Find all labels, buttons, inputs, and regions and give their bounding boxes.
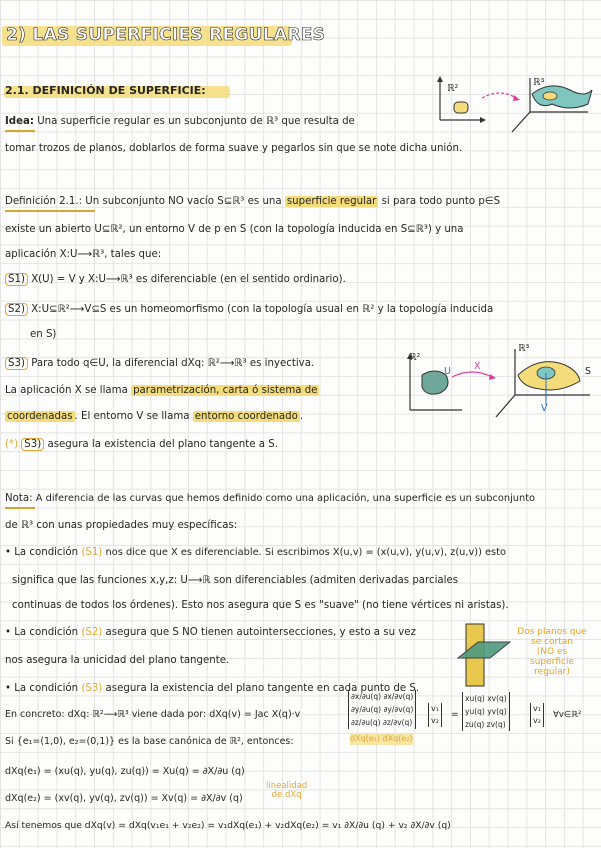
r3-axis-x [496, 395, 515, 417]
bullet-s1-line-3: continuas de todos los órdenes). Esto nos asegura que S es "suave" (no tiene vértices ni aristas). [12, 600, 509, 611]
linearity-note-1: linealidad [266, 781, 308, 791]
r2-arrow-y [437, 76, 443, 82]
section-heading: 2.1. DEFINICIÓN DE SUPERFICIE: [5, 84, 206, 97]
x-arrow [452, 372, 492, 377]
vector-v2: v₂ [431, 716, 439, 725]
jacobian-row-2: ∂y/∂u(q) ∂y/∂v(q) [351, 705, 414, 714]
math-line-4: dXq(e₂) = (xv(q), yv(q), zv(q)) = Xv(q) = ∂X/∂v (q) [5, 793, 243, 804]
math-line-3: dXq(e₁) = (xu(q), yu(q), zu(q)) = Xu(q) = ∂X/∂u (q) [5, 766, 245, 777]
s1-tag: S1) [5, 273, 28, 286]
jacobian-row-3: ∂z/∂u(q) ∂z/∂v(q) [351, 718, 413, 727]
linearity-note [266, 782, 307, 800]
forall-v: ∀v∈ℝ² [553, 710, 582, 720]
fig2-v-label: V [541, 403, 548, 414]
definition-line-3: aplicación X:U⟶ℝ³, tales que: [5, 249, 162, 260]
bullet-s3-tag: (S3) [81, 683, 103, 694]
side-note-line-4: superficie [530, 657, 574, 667]
bullet-s1-lead: • La condición [5, 547, 79, 558]
math-line-1: En concreto: dXq: ℝ²⟶ℝ³ viene dada por: dXq(v) = Jac X(q)·v [5, 709, 301, 720]
image-patch [543, 92, 557, 100]
definition-label: Definición 2.1. [5, 196, 79, 207]
definition-text-b: si para todo punto p∈S [381, 196, 501, 207]
s2-tag: S2) [5, 303, 28, 316]
s1-text: X(U) = V y X:U⟶ℝ³ es diferenciable (en el sentido ordinario). [31, 274, 346, 285]
partials-row-3: zu(q) zv(q) [465, 720, 506, 729]
column-labels: dXq(e₁) dXq(e₂) [350, 734, 413, 743]
s3-tag: S3) [5, 357, 28, 370]
condition-s1 [5, 274, 346, 286]
star-mark: (*) [5, 439, 19, 450]
nota-line-1 [5, 493, 535, 505]
vector-v [428, 703, 442, 727]
partials-row-2: yu(q) yv(q) [465, 707, 507, 716]
idea-label: Idea: [5, 116, 34, 127]
bullet-s2-lead: • La condición [5, 627, 79, 638]
param-highlight-2: coordenadas [7, 411, 73, 422]
nota-text: A diferencia de las curvas que hemos definido como una aplicación, una superficie es un subconjunto [35, 493, 536, 504]
side-note-line-3: (NO es [536, 647, 568, 657]
definition-line-1 [5, 196, 500, 208]
bullet-s1-text: nos dice que X es diferenciable. Si escribimos X(u,v) = (x(u,v), y(u,v), z(u,v)) esto [105, 547, 506, 558]
idea-underline [5, 130, 35, 132]
partials-matrix [462, 692, 510, 731]
fig1-r2-label: ℝ² [447, 83, 459, 94]
s3-text: Para todo q∈U, la diferencial dXq: ℝ²⟶ℝ³ es inyectiva. [31, 358, 315, 369]
bullet-s2-line-2: nos asegura la unicidad del plano tangente. [5, 655, 230, 666]
definition-line-2: existe un abierto U⊆ℝ², un entorno V de p en S (con la topología inducida en S⊆ℝ³) y una [5, 224, 464, 235]
fig2-x-label: X [474, 361, 481, 372]
nota-line-2: de ℝ³ con unas propiedades muy específicas: [5, 520, 238, 531]
equals-sign: = [451, 710, 459, 720]
page-title: 2) LAS SUPERFICIES REGULARES [6, 25, 326, 45]
mapping-arrow-head [513, 95, 520, 101]
idea-line-1 [5, 116, 355, 128]
star-note [5, 439, 278, 451]
fig2-u-label: U [444, 366, 451, 377]
bullet-s3-text: asegura la existencia del plano tangente en cada punto de S. [105, 683, 420, 694]
param-highlight-1: parametrización, carta ó sistema de [133, 385, 318, 396]
fig2-s-label: S [585, 366, 592, 377]
fig1-r3-label: ℝ³ [533, 77, 545, 88]
mapping-arrow [482, 93, 516, 98]
bullet-s1-tag: (S1) [81, 547, 103, 558]
definition-text-a: : Un subconjunto NO vacío S⊆ℝ³ es una [78, 196, 282, 207]
definition-highlight: superficie regular [286, 196, 377, 207]
figure-parametrization [400, 345, 595, 425]
side-note-line-1: Dos planos que [517, 627, 587, 637]
param-text-d: . El entorno V se llama [74, 411, 190, 422]
jacobian-row-1: ∂x/∂u(q) ∂x/∂v(q) [351, 692, 414, 701]
x-arrow-head [489, 374, 496, 380]
star-tag: S3) [21, 438, 44, 451]
nota-label: Nota: [5, 493, 33, 504]
math-line-5: Así tenemos que dXq(v) = dXq(v₁e₁ + v₂e₂) = v₁dXq(e₁) + v₂dXq(e₂) = v₁ ∂X/∂u (q) + v₂ ∂X/∂v (q) [5, 820, 451, 831]
idea-text: Una superficie regular es un subconjunto de ℝ³ que resulta de [37, 116, 355, 127]
bullet-s1-line-2: significa que las funciones x,y,z: U⟶ℝ son diferenciables (admiten derivadas parciales [12, 575, 459, 586]
vector-v1-right: v₁ [533, 704, 541, 713]
side-note-line-5: regular) [534, 667, 570, 677]
vector-v-right [530, 703, 544, 727]
bullet-s2-tag: (S2) [81, 627, 103, 638]
param-line-2 [5, 411, 303, 423]
param-highlight-3: entorno coordenado [194, 411, 298, 422]
star-text: asegura la existencia del plano tangente a S. [47, 439, 278, 450]
bullet-s2-text: asegura que S NO tienen autointersecciones, y esto a su vez [105, 627, 416, 638]
bullet-s1-line-1 [5, 547, 506, 559]
linearity-note-2: de dXq [271, 790, 302, 800]
param-text-f: . [299, 411, 304, 422]
jacobian-matrix [348, 690, 416, 729]
param-text-a: La aplicación X se llama [5, 385, 128, 396]
condition-s2-cont: en S) [30, 329, 57, 340]
s2-text: X:U⊆ℝ²⟶V⊆S es un homeomorfismo (con la topología usual en ℝ² y la topología inducida [31, 304, 494, 315]
side-note-line-2: se cortan [531, 637, 573, 647]
condition-s2 [5, 304, 493, 316]
fig2-r2-label: ℝ² [409, 352, 421, 363]
r3-axis-x [512, 112, 530, 132]
idea-line-2: tomar trozos de planos, doblarlos de forma suave y pegarlos sin que se note dicha unión. [5, 143, 463, 154]
domain-shape [454, 102, 468, 113]
surface-shape [532, 86, 592, 108]
condition-s3 [5, 358, 314, 370]
fig2-r3-label: ℝ³ [518, 343, 530, 354]
definition-underline [5, 210, 95, 212]
vector-v1: v₁ [431, 704, 439, 713]
r2-arrow-x [480, 117, 486, 123]
figure-chart-mapping [420, 70, 596, 150]
partials-row-1: xu(q) xv(q) [465, 694, 507, 703]
bullet-s2-line-1 [5, 627, 416, 639]
math-line-2: Si {e₁=(1,0), e₂=(0,1)} es la base canónica de ℝ², entonces: [5, 736, 294, 747]
param-line-1 [5, 385, 319, 397]
nota-underline [5, 507, 35, 509]
bullet-s3-lead: • La condición [5, 683, 79, 694]
vector-v2-right: v₂ [533, 716, 541, 725]
side-note [508, 627, 596, 677]
